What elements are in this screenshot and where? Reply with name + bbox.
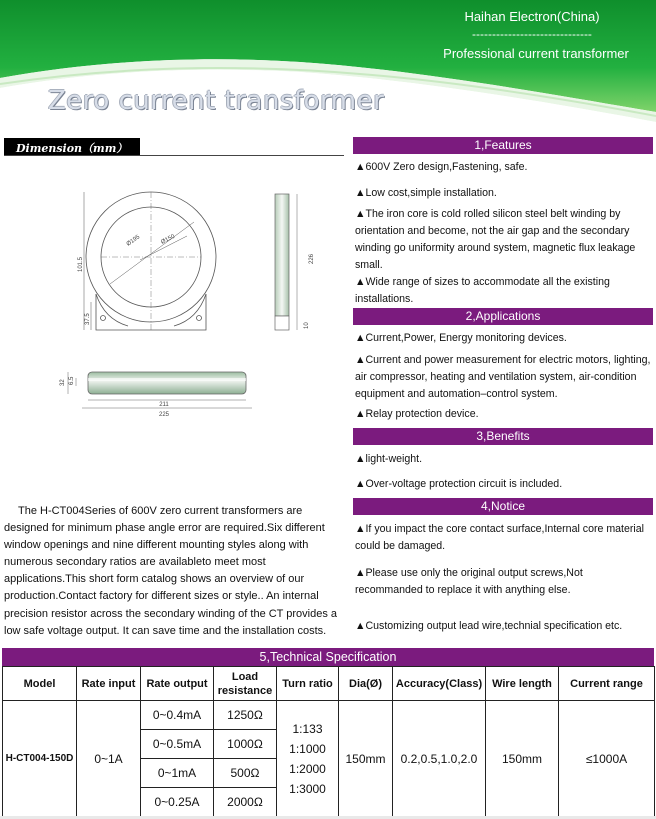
notice-item-1: ▲If you impact the core contact surface,Internal core material could be damaged.: [355, 523, 644, 552]
benefits-item-2: ▲Over-voltage protection circuit is included.: [355, 478, 563, 490]
section-notice-title: 4,Notice: [353, 498, 653, 515]
company-name: Haihan Electron(China): [464, 9, 600, 24]
notice-item-2: ▲Please use only the original output screws,Not recommanded to replace it with anything else.: [355, 567, 583, 596]
spec-title: 5,Technical Specification: [2, 648, 654, 666]
dim-outer-diameter: Ø195: [125, 234, 142, 248]
cell-dia: 150mm: [339, 701, 393, 817]
cell-rate-output: 0~0.4mA: [141, 701, 214, 730]
turn-ratio-4: 1:3000: [289, 781, 326, 796]
dimension-divider: [4, 155, 344, 156]
dim-base-height: 37.5: [85, 313, 91, 325]
header-wire-length: Wire length: [486, 667, 559, 701]
applications-item-2: ▲Current and power measurement for electric motors, lighting, air compressor, heating and ventilation system, air-condition equipment and automation–control system.: [355, 354, 651, 400]
turn-ratio-3: 1:2000: [289, 761, 326, 776]
features-item-3: ▲The iron core is cold rolled silicon steel belt winding by orientation and become, not the air gap and the secondary winding go uniformity around system, magnetic flux leakage small.: [355, 208, 636, 271]
cell-accuracy: 0.2,0.5,1.0,2.0: [393, 701, 486, 817]
cell-current-range: ≤1000A: [559, 701, 655, 817]
header-current-range: Current range: [559, 667, 655, 701]
applications-item-3: ▲Relay protection device.: [355, 408, 479, 420]
features-item-4: ▲Wide range of sizes to accommodate all the existing installations.: [355, 276, 610, 305]
cell-turn-ratio: [277, 701, 339, 817]
header-load-resistance: Load resistance: [214, 667, 277, 701]
benefits-item-1: ▲light-weight.: [355, 453, 423, 465]
header-model: Model: [3, 667, 77, 701]
dim-inner-diameter: Ø150: [160, 233, 176, 246]
cell-model: H-CT004-150D: [3, 701, 77, 817]
dim-side-height: 226: [309, 253, 315, 264]
notice-item-3: ▲Customizing output lead wire,technial specification etc.: [355, 620, 623, 632]
side-view: [275, 194, 297, 330]
cell-rate-output: 0~1mA: [141, 759, 214, 788]
intro-paragraph: The H-CT004Series of 600V zero current transformers are designed for minimum phase angle error are required.Six different window openings and nine different mounting styles along with numerous secondary ratios are availableto meet most applications.This short form catalog shows an overview of our production.Contact factory for different sizes or style.. An internal precision resistor across the secondary winding of the CT provides a low safe voltage output. It can save time and the installation costs.: [4, 505, 338, 637]
page-title: Zero current transformer: [48, 86, 385, 116]
header-rate-output: Rate output: [141, 667, 214, 701]
section-applications-title: 2,Applications: [353, 308, 653, 325]
section-features-title: 1,Features: [353, 137, 653, 154]
turn-ratio-1: 1:133: [292, 721, 323, 736]
header-banner: [0, 0, 656, 132]
features-item-1: ▲600V Zero design,Fastening, safe.: [355, 161, 528, 173]
dim-total-height: 101.5: [78, 256, 84, 272]
header-turn-ratio: Turn ratio: [277, 667, 339, 701]
header-rate-input: Rate input: [77, 667, 141, 701]
cell-load-resistance: 2000Ω: [214, 788, 277, 817]
header-accuracy: Accuracy(Class): [393, 667, 486, 701]
applications-item-1: ▲Current,Power, Energy monitoring devices.: [355, 332, 567, 344]
dim-outer-width: 225: [158, 412, 170, 418]
spec-table: [2, 666, 655, 817]
cell-load-resistance: 1250Ω: [214, 701, 277, 730]
dim-inner-width: 211: [159, 402, 169, 408]
cell-rate-output: 0~0.5mA: [141, 730, 214, 759]
cell-load-resistance: 500Ω: [214, 759, 277, 788]
company-tagline: Professional current transformer: [443, 46, 629, 61]
cell-load-resistance: 1000Ω: [214, 730, 277, 759]
brand-divider: ------------------------------: [472, 27, 592, 41]
cell-rate-output: 0~0.25A: [141, 788, 214, 817]
features-item-2: ▲Low cost,simple installation.: [355, 187, 497, 199]
table-row: [3, 701, 655, 730]
dim-thickness-outer: 32: [60, 379, 66, 386]
cell-wire-length: 150mm: [486, 701, 559, 817]
dim-side-foot: 10: [304, 322, 310, 329]
header-dia: Dia(Ø): [339, 667, 393, 701]
dimension-drawing: [44, 182, 334, 432]
spec-header-row: [3, 667, 655, 701]
turn-ratio-2: 1:1000: [289, 741, 326, 756]
section-benefits-title: 3,Benefits: [353, 428, 653, 445]
front-view: [84, 192, 216, 332]
cell-rate-input: 0~1A: [77, 701, 141, 817]
dimension-label: Dimension（mm）: [4, 138, 140, 156]
dim-thickness-inner: 6.5: [69, 376, 75, 385]
